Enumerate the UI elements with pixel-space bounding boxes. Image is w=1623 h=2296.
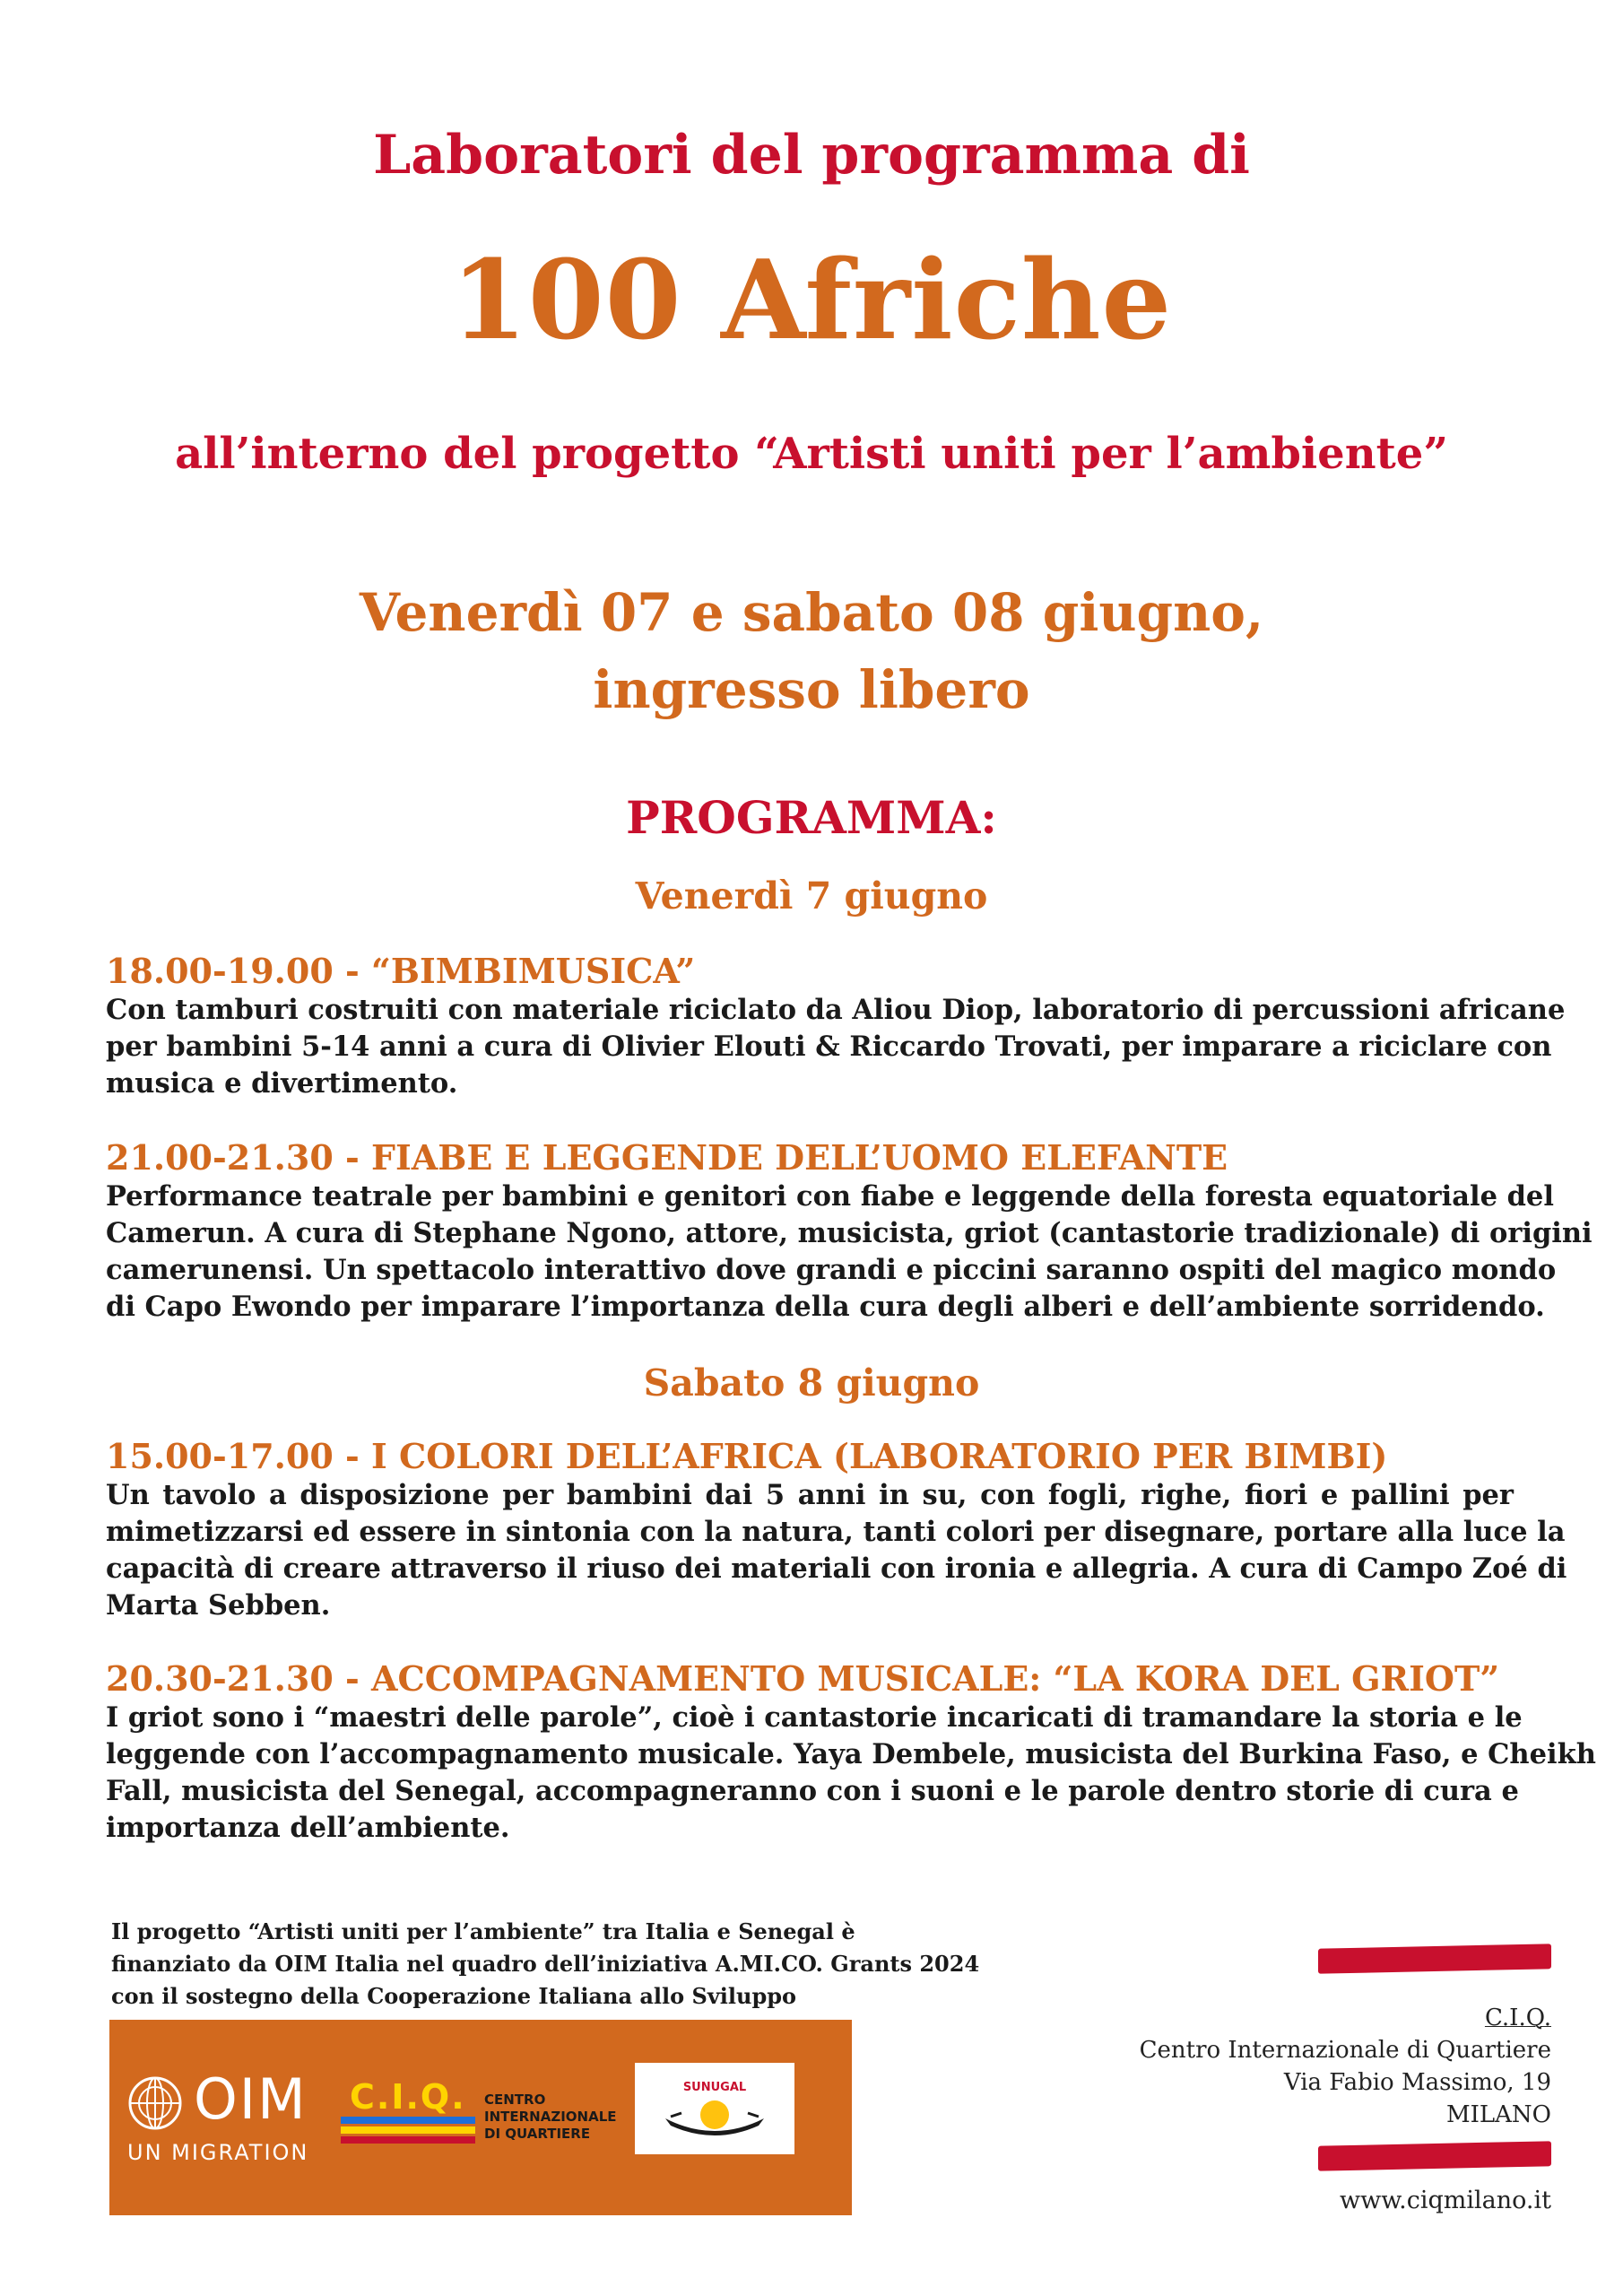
address-city: MILANO [1446, 2101, 1551, 2128]
ciq-text-line: INTERNAZIONALE [484, 2109, 617, 2125]
project-subtitle: all’interno del progetto “Artisti uniti per l’ambiente” [175, 429, 1448, 479]
event-title: 20.30-21.30 - ACCOMPAGNAMENTO MUSICALE: “LA KORA DEL GRIOT” [106, 1658, 1500, 1699]
website-link[interactable]: www.ciqmilano.it [1340, 2187, 1551, 2214]
oim-name: OIM [194, 2066, 308, 2132]
red-brush-stroke [1318, 1944, 1551, 1973]
partner-logos-panel [109, 2020, 852, 2215]
event-text-line: di Capo Ewondo per imparare l’importanza della cura degli alberi e dell’ambiente sorridendo. [106, 1291, 1545, 1323]
sunugal-label: SUNUGAL [682, 2081, 747, 2094]
ciq-logo [341, 2079, 628, 2151]
funding-note-line: finanziato da OIM Italia nel quadro dell’iniziativa A.MI.CO. Grants 2024 [111, 1951, 980, 1977]
entry-line: ingresso libero [593, 659, 1030, 720]
event-text-line: mimetizzarsi ed essere in sintonia con la natura, tanti colori per disegnare, portare alla luce la [106, 1516, 1566, 1548]
event-text-line: Camerun. A cura di Stephane Ngono, attore, musicista, griot (cantastorie tradizionale) di origini [106, 1217, 1593, 1249]
event-colori [106, 1436, 1567, 1624]
event-text-line: Marta Sebben. [106, 1589, 331, 1622]
event-text-line: per bambini 5-14 anni a cura di Olivier Elouti & Riccardo Trovati, per imparare a riciclare con [106, 1031, 1552, 1063]
event-text-line: Un tavolo a disposizione per bambini dai 5 anni in su, con fogli, righe, fiori e pallini per [106, 1479, 1514, 1511]
un-globe-icon [127, 2075, 183, 2131]
program-heading: PROGRAMMA: [626, 791, 997, 844]
day-heading-saturday: Sabato 8 giugno [643, 1361, 980, 1405]
event-bimbimusica [106, 951, 1566, 1102]
ciq-text [484, 2092, 617, 2143]
event-text-line: leggende con l’accompagnamento musicale. Yaya Dembele, musicista del Burkina Faso, e Cheikh [106, 1738, 1596, 1770]
event-dates [0, 574, 1623, 728]
event-kora [106, 1658, 1596, 1847]
event-text-line: I griot sono i “maestri delle parole”, cioè i cantastorie incaricati di tramandare la storia e le [106, 1701, 1523, 1734]
event-text-line: Con tamburi costruiti con materiale riciclato da Aliou Diop, laboratorio di percussioni africane [106, 994, 1566, 1026]
date-line: Venerdì 07 e sabato 08 giugno, [359, 582, 1264, 643]
ciq-address [986, 2002, 1551, 2131]
ciq-stripes-icon [341, 2117, 475, 2146]
event-text-line: musica e divertimento. [106, 1067, 458, 1100]
sunugal-logo [635, 2063, 794, 2154]
event-text-line: capacità di creare attraverso il riuso dei materiali con ironia e allegria. A cura di Campo Zoé di [106, 1552, 1567, 1585]
oim-subtitle: UN MIGRATION [127, 2140, 309, 2165]
ciq-text-line: CENTRO [484, 2092, 546, 2108]
boat-sun-icon [635, 2063, 794, 2154]
funding-note-line: Il progetto “Artisti uniti per l’ambiente” tra Italia e Senegal è [111, 1918, 855, 1944]
event-title: 18.00-19.00 - “BIMBIMUSICA” [106, 951, 696, 991]
event-title: 21.00-21.30 - FIABE E LEGGENDE DELL’UOMO ELEFANTE [106, 1137, 1228, 1178]
event-text-line: camerunensi. Un spettacolo interattivo dove grandi e piccini saranno ospiti del magico mondo [106, 1254, 1557, 1286]
event-fiabe [106, 1137, 1593, 1326]
event-text-line: importanza dell’ambiente. [106, 1812, 510, 1844]
funding-note-line: con il sostegno della Cooperazione Italiana allo Sviluppo [111, 1983, 797, 2009]
address-abbr: C.I.Q. [1484, 2005, 1551, 2031]
red-brush-stroke [1318, 2141, 1551, 2170]
funding-note [111, 1916, 980, 2013]
address-name: Centro Internazionale di Quartiere [1139, 2037, 1551, 2064]
event-title: 15.00-17.00 - I COLORI DELL’AFRICA (LABORATORIO PER BIMBI) [106, 1436, 1388, 1476]
event-text-line: Performance teatrale per bambini e genitori con fiabe e leggende della foresta equatoriale del [106, 1180, 1554, 1213]
address-street: Via Fabio Massimo, 19 [1283, 2069, 1551, 2096]
header-title: Laboratori del programma di [373, 124, 1250, 187]
event-text-line: Fall, musicista del Senegal, accompagneranno con i suoni e le parole dentro storie di cura e [106, 1775, 1519, 1807]
ciq-mark: C.I.Q. [350, 2077, 466, 2117]
event-name: 100 Afriche [450, 235, 1173, 364]
ciq-text-line: DI QUARTIERE [484, 2126, 591, 2142]
day-heading-friday: Venerdì 7 giugno [635, 874, 988, 918]
